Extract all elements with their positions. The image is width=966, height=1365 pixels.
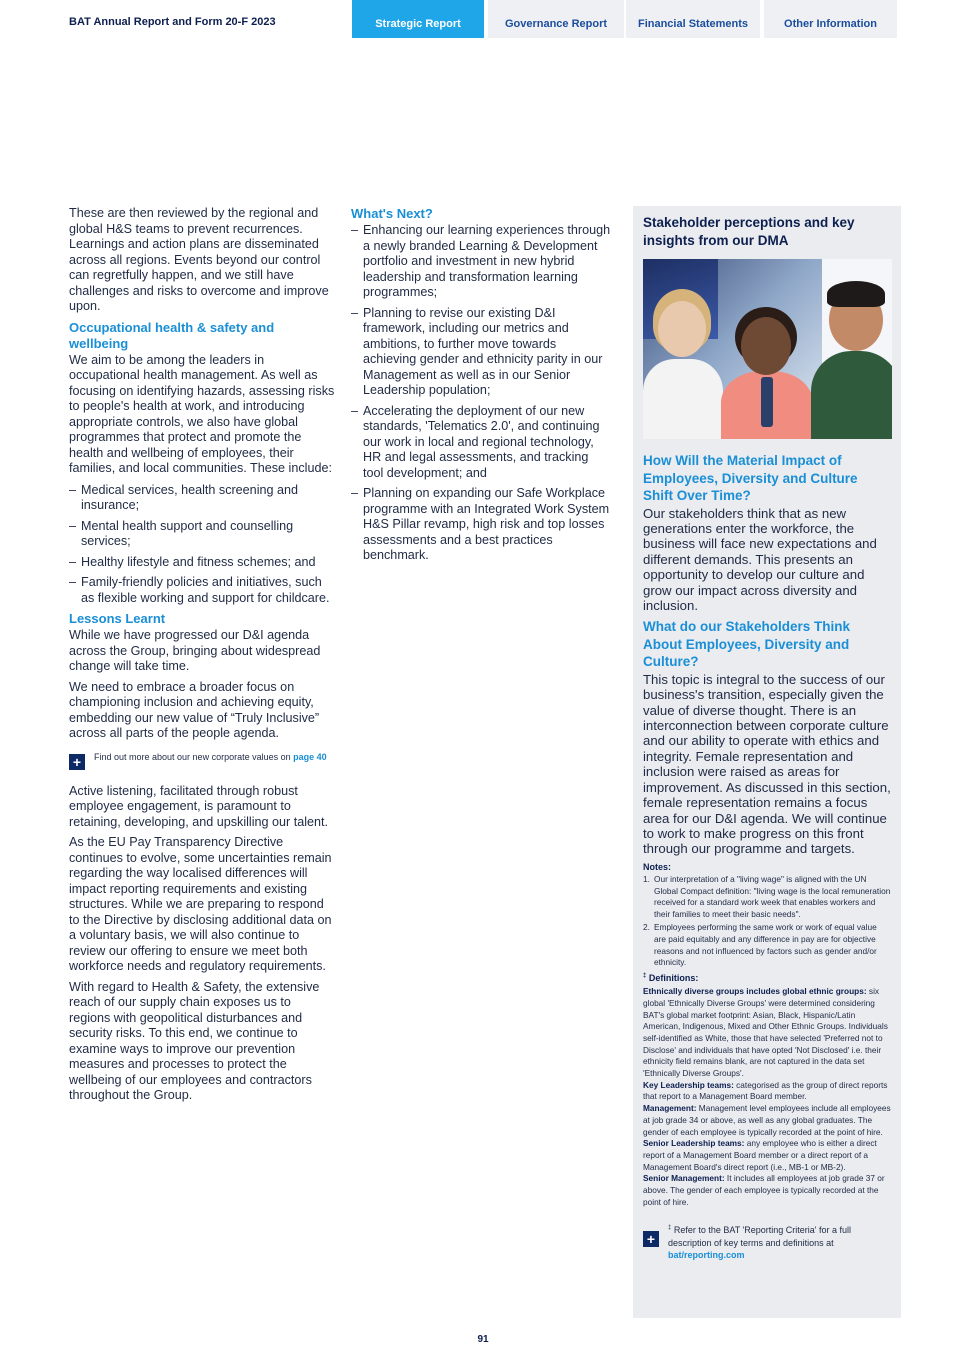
whats-next-heading: What's Next? xyxy=(351,206,433,221)
definition: Management: Management level employees include all employees at job grade 34 or above, as well as any global graduates. The gender of each employee is typically recorded at the point of hire. xyxy=(643,1103,891,1137)
listening-paragraph: Active listening, facilitated through robust employee engagement, is paramount to retaining, developing, and upskilling our talent. xyxy=(69,783,329,829)
reporting-link[interactable]: bat/reporting.com xyxy=(668,1249,745,1260)
list-item: – Family-friendly policies and initiatives, such as flexible working and support for childcare. xyxy=(69,575,335,606)
eu-directive-paragraph: As the EU Pay Transparency Directive continues to evolve, some uncertainties remain regarding the way localised differences will impact reporting requirements and existing structures. While we are preparing to respond to the Directive by disclosing additional data on a voluntary basis, we will also continue to review our offering to ensure we meet both workforce needs and regulatory requirements. xyxy=(69,835,332,973)
team-photo xyxy=(643,259,892,439)
lessons-paragraph-2: We need to embrace a broader focus on championing inclusion and achieving equity, embedding our new value of “Truly Inclusive” across all parts of the people agenda. xyxy=(69,679,320,740)
definition: Key Leadership teams: categorised as the group of direct reports that report to a Management Board member. xyxy=(643,1079,888,1102)
ohs-paragraph: We aim to be among the leaders in occupational health management. As well as focusing on identifying hazards, assessing risks to people's health at work, and introducing appropriate controls, we also have global programmes that protect and promote the health and wellbeing of employees, their families, and local communities. These include: xyxy=(69,352,335,475)
plus-icon: + xyxy=(69,754,85,770)
tab-governance-report[interactable]: Governance Report xyxy=(488,0,624,38)
list-item: – Mental health support and counselling services; xyxy=(69,519,335,550)
list-item: – Accelerating the deployment of our new standards, 'Telematics 2.0', and continuing our work in local and regional technology, HR and legal assessments, and tracking tool development; and xyxy=(351,404,611,482)
notes-heading: Notes: xyxy=(643,861,672,872)
sidebar-paragraph-2: This topic is integral to the success of our business's transition, especially given the value of diverse thought. There is an interconnection between corporate culture and our ability to operate with ethics and integrity. Female representation and inclusion were raised as areas for improvement. As discussed in this section, female representation remains a focus area for our D&I agenda. We will continue to work to make progress on this front through our programme and targets. xyxy=(643,671,891,857)
reporting-criteria-note: + ‡ Refer to the BAT 'Reporting Criteria' for a full description of key terms and definitions at bat/reporting.com xyxy=(643,1222,891,1261)
tab-financial-statements[interactable]: Financial Statements xyxy=(626,0,760,38)
list-item: – Planning to revise our existing D&I framework, including our metrics and ambitions, to further move towards achieving gender and ethnicity parity in our Management as well as in our Senior Leadership population; xyxy=(351,306,611,399)
page-header xyxy=(0,0,966,38)
stakeholder-sidebar xyxy=(633,206,901,1318)
page-number: 91 xyxy=(477,1334,489,1345)
definition: Senior Management: It includes all employees at job grade 37 or above. The gender of each employee is typically recorded at the point of hire. xyxy=(643,1173,885,1207)
ohs-list xyxy=(69,483,335,607)
document-title: BAT Annual Report and Form 20-F 2023 xyxy=(69,16,276,28)
lessons-heading: Lessons Learnt xyxy=(69,611,166,626)
column-middle xyxy=(351,206,611,569)
page-40-link[interactable]: page 40 xyxy=(293,751,327,762)
find-out-text: Find out more about our new corporate values on xyxy=(94,751,291,762)
lessons-paragraph-1: While we have progressed our D&I agenda across the Group, bringing about widespread change will take time. xyxy=(69,628,321,673)
definition: Ethnically diverse groups includes global ethnic groups: six global 'Ethnically Diverse Groups' were determined considering BAT's global market footprint: Asian, Black, Hispanic/Latin American, Indigenous, Mixed and Other Ethnic Groups. Individuals self-identified as White, those that have selected 'Preferred not to Disclose' and individuals that have opted 'Not Disclosed' i.e. their ethnicity field remains blank, are not captured in the data set 'Ethnically Diverse Groups'. xyxy=(643,986,888,1079)
sidebar-title: Stakeholder perceptions and key insights from our DMA xyxy=(643,215,855,248)
notes-list xyxy=(643,874,891,969)
ohs-heading: Occupational health & safety and wellbeing xyxy=(69,319,275,351)
definitions-heading: ‡ Definitions: xyxy=(643,973,699,984)
tab-strategic-report[interactable]: Strategic Report xyxy=(352,0,484,38)
column-left xyxy=(69,206,335,1109)
list-item: – Enhancing our learning experiences through a newly branded Learning & Development portfolio and investment in new hybrid leadership and transformation learning programmes; xyxy=(351,223,611,301)
whats-next-list xyxy=(351,223,611,564)
sidebar-heading-1: How Will the Material Impact of Employees, Diversity and Culture Shift Over Time? xyxy=(643,453,858,503)
health-safety-paragraph: With regard to Health & Safety, the extensive reach of our supply chain exposes us to regions with geopolitical disturbances and security risks. To this end, we continue to examine ways to improve our prevention measures and processes to protect the wellbeing of our employees and contractors throughout the Group. xyxy=(69,979,320,1102)
intro-paragraph: These are then reviewed by the regional and global H&S teams to prevent recurrences. Learnings and action plans are disseminated across all regions. Events beyond our control can regretfully happen, and we still have challenges and risks to overcome and improve upon. xyxy=(69,206,329,313)
list-item: – Medical services, health screening and insurance; xyxy=(69,483,335,514)
sidebar-paragraph-1: Our stakeholders think that as new generations enter the workforce, the business will face new expectations and different demands. This presents an opportunity to develop our culture and grow our impact across diversity and inclusion. xyxy=(643,505,877,613)
list-item: – Healthy lifestyle and fitness schemes; and xyxy=(69,555,335,571)
note-item: 1. Our interpretation of a "living wage" is aligned with the UN Global Compact definition: "living wage is the local remuneration received for a standard work week that enables workers and their families to meet their basic needs". xyxy=(643,873,891,920)
sidebar-heading-2: What do our Stakeholders Think About Employees, Diversity and Culture? xyxy=(643,619,851,670)
find-out-more xyxy=(69,752,335,770)
note-item: 2. Employees performing the same work or work of equal value are paid equitably and any difference in pay are for objective reasons and not influenced by factors such as gender and/or ethnicity. xyxy=(643,921,877,968)
reporting-criteria-text: Refer to the BAT 'Reporting Criteria' for a full description of key terms and definitions at xyxy=(668,1225,852,1248)
tab-other-information[interactable]: Other Information xyxy=(764,0,897,38)
list-item: – Planning on expanding our Safe Workplace programme with an Integrated Work System H&S Pillar revamp, high risk and top losses assessments and a best practices benchmark. xyxy=(351,486,611,564)
definition: Senior Leadership teams: any employee who is either a direct report of a Management Board member or a direct report of a Management Board's direct report (i.e., MB-1 or MB-2). xyxy=(643,1138,877,1172)
plus-icon: + xyxy=(643,1231,659,1247)
